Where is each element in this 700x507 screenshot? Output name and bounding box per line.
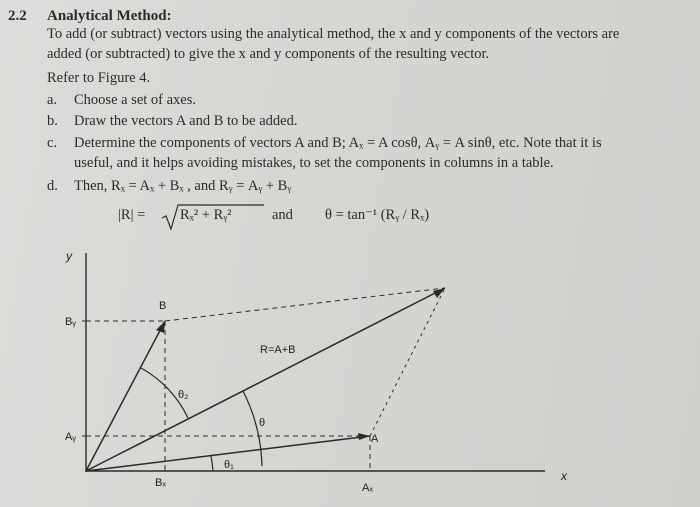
label-theta1: θ₁	[224, 459, 234, 471]
step-text-d: Then, Rₓ = Aₓ + Bₓ , and Rᵧ = Aᵧ + Bᵧ	[74, 178, 292, 194]
step-text-c-cont: useful, and it helps avoiding mistakes, to set the components in columns in a table.	[74, 155, 554, 171]
label-ay: Aᵧ	[65, 431, 76, 443]
section-title: Analytical Method:	[47, 8, 172, 24]
vector-r	[86, 288, 445, 471]
label-r: R=A+B	[260, 344, 296, 356]
step-text-a: Choose a set of axes.	[74, 92, 197, 108]
label-b: B	[159, 300, 167, 312]
step-marker-c: c.	[47, 135, 58, 151]
label-by: Bᵧ	[65, 316, 76, 328]
magnitude-lhs: |R| =	[118, 207, 146, 223]
vector-b-arrowhead	[156, 321, 165, 333]
label-bx: Bₓ	[155, 477, 166, 489]
magnitude-rhs: Rₓ² + Rᵧ²	[180, 207, 232, 223]
step-text-c: Determine the components of vectors A and B; Aₓ = A cosθ, Aᵧ = A sinθ, etc. Note that it is	[74, 135, 602, 151]
formula-connector: and	[272, 207, 293, 223]
section-number: 2.2	[8, 8, 27, 24]
b-translated-dashed-line	[370, 288, 445, 436]
intro-line-2: added (or subtracted) to give the x and y components of the resulting vector.	[47, 46, 490, 62]
theta1-arc	[211, 456, 213, 471]
r-top-dashed-line	[165, 288, 445, 321]
label-theta2: θ₂	[178, 389, 189, 401]
y-axis-label: y	[66, 249, 72, 263]
label-ax: Aₓ	[362, 482, 373, 494]
step-marker-a: a.	[47, 92, 58, 108]
intro-line-1: To add (or subtract) vectors using the analytical method, the x and y components of the vectors are	[47, 26, 620, 42]
step-marker-b: b.	[47, 113, 58, 129]
angle-formula: θ = tan⁻¹ (Rᵧ / Rₓ)	[325, 207, 430, 223]
vector-b	[86, 321, 165, 471]
x-axis-label: x	[561, 469, 567, 483]
vector-a-arrowhead	[358, 433, 370, 440]
step-text-b: Draw the vectors A and B to be added.	[74, 113, 298, 129]
step-marker-d: d.	[47, 178, 58, 194]
label-a: A	[371, 433, 379, 445]
label-theta: θ	[259, 417, 266, 429]
intro-line-3: Refer to Figure 4.	[47, 70, 151, 86]
vector-figure	[0, 240, 700, 507]
